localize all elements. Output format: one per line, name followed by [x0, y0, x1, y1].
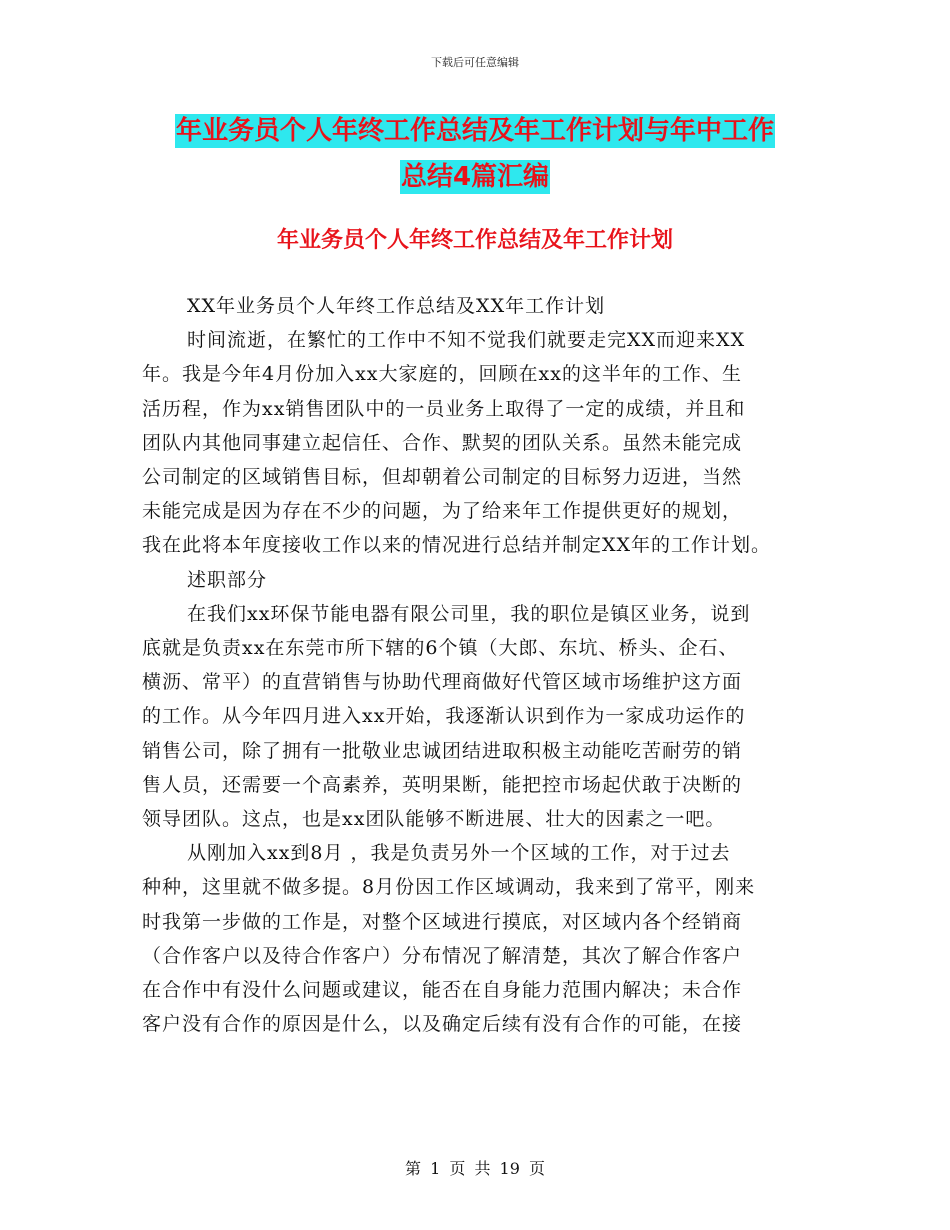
body-line: 我在此将本年度接收工作以来的情况进行总结并制定XX年的工作计划。 [142, 534, 772, 557]
body-line: 横沥、常平）的直营销售与协助代理商做好代管区域市场维护这方面 [142, 671, 743, 694]
body-line: 述职部分 [187, 568, 268, 591]
section-title: 年业务员个人年终工作总结及年工作计划 [276, 228, 673, 253]
body-line: 公司制定的区域销售目标，但却朝着公司制定的目标努力迈进，当然 [142, 466, 743, 489]
body-line: 在我们xx环保节能电器有限公司里，我的职位是镇区业务，说到 [187, 602, 751, 625]
body-line: （合作客户以及待合作客户）分布情况了解清楚，其次了解合作客户 [142, 944, 743, 967]
document-title-line-2-text: 总结4篇汇编 [400, 162, 550, 192]
body-line: 的工作。从今年四月进入xx开始，我逐渐认识到作为一家成功运作的 [142, 705, 746, 728]
document-title-line-2 [0, 156, 950, 193]
body-line: XX年业务员个人年终工作总结及XX年工作计划 [187, 295, 606, 317]
body-line: 售人员，还需要一个高素养，英明果断，能把控市场起伏敢于决断的 [142, 773, 743, 796]
body-line: 活历程，作为xx销售团队中的一员业务上取得了一定的成绩，并且和 [142, 397, 746, 420]
header-note: 下载后可任意编辑 [431, 56, 519, 69]
page-footer: 第 1 页 共 19 页 [405, 1159, 545, 1178]
body-line: 时间流逝，在繁忙的工作中不知不觉我们就要走完XX而迎来XX [187, 329, 746, 352]
body-line: 未能完成是因为存在不少的问题，为了给来年工作提供更好的规划， [142, 500, 743, 523]
body-line: 种种，这里就不做多提。8月份因工作区域调动，我来到了常平，刚来 [142, 876, 756, 899]
body-line: 在合作中有没什么问题或建议，能否在自身能力范围内解决；未合作 [142, 979, 743, 1002]
document-title-line-1-text: 年业务员个人年终工作总结及年工作计划与年中工作 [175, 116, 774, 146]
body-line: 从刚加入xx到8月 ，我是负责另外一个区域的工作，对于过去 [187, 842, 731, 865]
body-line: 领导团队。这点，也是xx团队能够不断进展、壮大的因素之一吧。 [142, 808, 726, 831]
body-line: 年。我是今年4月份加入xx大家庭的，回顾在xx的这半年的工作、生 [142, 363, 742, 386]
body-line: 底就是负责xx在东莞市所下辖的6个镇（大郎、东坑、桥头、企石、 [142, 637, 739, 660]
body-line: 客户没有合作的原因是什么，以及确定后续有没有合作的可能，在接 [142, 1013, 743, 1036]
body-line: 销售公司，除了拥有一批敬业忠诚团结进取积极主动能吃苦耐劳的销 [142, 739, 743, 762]
body-line: 时我第一步做的工作是，对整个区域进行摸底，对区域内各个经销商 [142, 910, 743, 933]
document-title-line-1 [0, 110, 950, 147]
body-text [142, 289, 822, 1041]
body-line: 团队内其他同事建立起信任、合作、默契的团队关系。虽然未能完成 [142, 431, 743, 454]
